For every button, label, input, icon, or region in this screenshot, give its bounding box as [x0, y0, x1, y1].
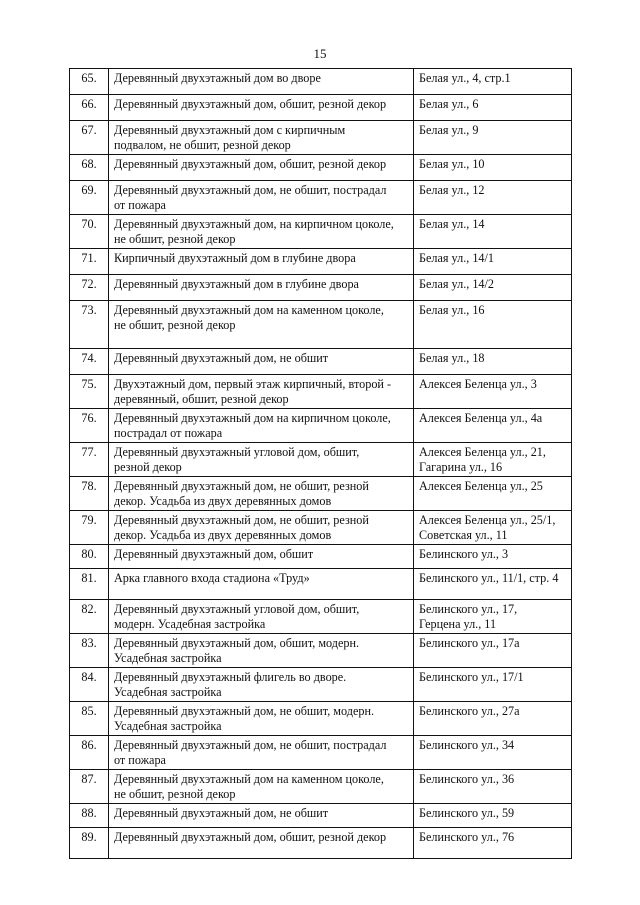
object-address	[414, 569, 572, 600]
address-line: Алексея Беленца ул., 3	[419, 377, 537, 391]
table-row	[70, 634, 572, 668]
table-row	[70, 736, 572, 770]
description-line: Усадебная застройка	[114, 685, 222, 699]
address-line: Алексея Беленца ул., 4а	[419, 411, 543, 425]
address-line: Белая ул., 14	[419, 217, 485, 231]
table-row	[70, 804, 572, 828]
object-address	[414, 477, 572, 511]
address-line: Белинского ул., 17а	[419, 636, 520, 650]
object-address	[414, 215, 572, 249]
description-line: Двухэтажный дом, первый этаж кирпичный, второй -	[114, 377, 392, 391]
table-row	[70, 349, 572, 375]
heritage-table	[69, 68, 572, 859]
description-line: Деревянный двухэтажный дом, не обшит, резной	[114, 513, 369, 527]
table-row	[70, 600, 572, 634]
object-description	[109, 511, 414, 545]
row-number: 85.	[70, 702, 109, 736]
row-number: 80.	[70, 545, 109, 569]
address-line: Алексея Беленца ул., 25	[419, 479, 543, 493]
address-line: Белая ул., 14/1	[419, 251, 494, 265]
object-address	[414, 600, 572, 634]
description-line: Деревянный двухэтажный дом, обшит	[114, 547, 314, 561]
description-line: не обшит, резной декор	[114, 787, 236, 801]
row-number: 86.	[70, 736, 109, 770]
description-line: пострадал от пожара	[114, 426, 223, 440]
object-address	[414, 95, 572, 121]
address-line: Белая ул., 14/2	[419, 277, 494, 291]
table-row	[70, 69, 572, 95]
description-line: Деревянный двухэтажный дом, не обшит	[114, 806, 329, 820]
row-number: 65.	[70, 69, 109, 95]
description-line: Деревянный двухэтажный дом в глубине двора	[114, 277, 359, 291]
table-row	[70, 702, 572, 736]
object-description	[109, 69, 414, 95]
table-row	[70, 95, 572, 121]
object-description	[109, 121, 414, 155]
object-address	[414, 155, 572, 181]
description-line: Деревянный двухэтажный дом, не обшит, резной	[114, 479, 369, 493]
row-number: 87.	[70, 770, 109, 804]
object-address	[414, 443, 572, 477]
description-line: резной декор	[114, 460, 182, 474]
object-description	[109, 668, 414, 702]
table-row	[70, 181, 572, 215]
object-description	[109, 249, 414, 275]
table-row	[70, 249, 572, 275]
description-line: Усадебная застройка	[114, 719, 222, 733]
object-address	[414, 770, 572, 804]
object-address	[414, 181, 572, 215]
row-number: 76.	[70, 409, 109, 443]
table-row	[70, 443, 572, 477]
object-address	[414, 668, 572, 702]
description-line: декор. Усадьба из двух деревянных домов	[114, 528, 332, 542]
address-line: Белинского ул., 3	[419, 547, 509, 561]
description-line: Деревянный двухэтажный дом, не обшит, модерн.	[114, 704, 375, 718]
row-number: 69.	[70, 181, 109, 215]
object-description	[109, 181, 414, 215]
address-line: Белинского ул., 17/1	[419, 670, 524, 684]
description-line: Деревянный двухэтажный дом на каменном цоколе,	[114, 772, 384, 786]
description-line: декор. Усадьба из двух деревянных домов	[114, 494, 332, 508]
object-address	[414, 409, 572, 443]
description-line: Кирпичный двухэтажный дом в глубине двора	[114, 251, 356, 265]
address-line: Белинского ул., 76	[419, 830, 515, 844]
description-line: подвалом, не обшит, резной декор	[114, 138, 291, 152]
description-line: модерн. Усадебная застройка	[114, 617, 266, 631]
address-line: Белинского ул., 59	[419, 806, 515, 820]
table-row	[70, 409, 572, 443]
description-line: Деревянный двухэтажный дом с кирпичным	[114, 123, 346, 137]
table-row	[70, 301, 572, 349]
object-description	[109, 215, 414, 249]
object-description	[109, 477, 414, 511]
description-line: от пожара	[114, 753, 166, 767]
object-address	[414, 702, 572, 736]
address-line: Гагарина ул., 16	[419, 460, 503, 474]
table-row	[70, 828, 572, 859]
description-line: Деревянный двухэтажный дом, обшит, резной декор	[114, 830, 387, 844]
description-line: не обшит, резной декор	[114, 318, 236, 332]
row-number: 81.	[70, 569, 109, 600]
object-address	[414, 736, 572, 770]
row-number: 68.	[70, 155, 109, 181]
address-line: Белая ул., 12	[419, 183, 485, 197]
description-line: Деревянный двухэтажный дом, обшит, резной декор	[114, 157, 387, 171]
table-row	[70, 770, 572, 804]
table-row	[70, 275, 572, 301]
description-line: Арка главного входа стадиона «Труд»	[114, 571, 310, 585]
address-line: Белая ул., 4, стр.1	[419, 71, 511, 85]
table-row	[70, 477, 572, 511]
address-line: Белая ул., 16	[419, 303, 485, 317]
row-number: 67.	[70, 121, 109, 155]
table-row	[70, 121, 572, 155]
object-description	[109, 804, 414, 828]
row-number: 83.	[70, 634, 109, 668]
row-number: 78.	[70, 477, 109, 511]
address-line: Белая ул., 10	[419, 157, 485, 171]
address-line: Белинского ул., 11/1, стр. 4	[419, 571, 559, 585]
object-address	[414, 828, 572, 859]
object-description	[109, 409, 414, 443]
row-number: 79.	[70, 511, 109, 545]
table-row	[70, 569, 572, 600]
row-number: 89.	[70, 828, 109, 859]
object-description	[109, 702, 414, 736]
table-row	[70, 511, 572, 545]
table-row	[70, 155, 572, 181]
table-body	[70, 69, 572, 859]
object-address	[414, 375, 572, 409]
address-line: Белинского ул., 17,	[419, 602, 518, 616]
object-address	[414, 511, 572, 545]
address-line: Белинского ул., 34	[419, 738, 515, 752]
row-number: 75.	[70, 375, 109, 409]
address-line: Алексея Беленца ул., 25/1,	[419, 513, 556, 527]
object-description	[109, 545, 414, 569]
description-line: Деревянный двухэтажный дом, на кирпичном цоколе,	[114, 217, 394, 231]
object-description	[109, 375, 414, 409]
object-address	[414, 804, 572, 828]
address-line: Советская ул., 11	[419, 528, 508, 542]
description-line: деревянный, обшит, резной декор	[114, 392, 289, 406]
description-line: от пожара	[114, 198, 166, 212]
description-line: Деревянный двухэтажный дом, не обшит, пострадал	[114, 738, 387, 752]
row-number: 71.	[70, 249, 109, 275]
address-line: Белинского ул., 27а	[419, 704, 520, 718]
description-line: Деревянный двухэтажный дом, не обшит	[114, 351, 329, 365]
address-line: Белинского ул., 36	[419, 772, 515, 786]
table-row	[70, 215, 572, 249]
object-address	[414, 249, 572, 275]
object-address	[414, 69, 572, 95]
object-description	[109, 828, 414, 859]
object-address	[414, 301, 572, 349]
address-line: Алексея Беленца ул., 21,	[419, 445, 546, 459]
description-line: Деревянный двухэтажный угловой дом, обшит,	[114, 445, 360, 459]
row-number: 72.	[70, 275, 109, 301]
table-row	[70, 545, 572, 569]
description-line: Деревянный двухэтажный флигель во дворе.	[114, 670, 347, 684]
page-number: 15	[313, 46, 327, 61]
address-line: Герцена ул., 11	[419, 617, 497, 631]
row-number: 74.	[70, 349, 109, 375]
table-row	[70, 668, 572, 702]
row-number: 88.	[70, 804, 109, 828]
object-description	[109, 770, 414, 804]
row-number: 82.	[70, 600, 109, 634]
description-line: не обшит, резной декор	[114, 232, 236, 246]
address-line: Белая ул., 18	[419, 351, 485, 365]
object-description	[109, 275, 414, 301]
description-line: Деревянный двухэтажный дом на кирпичном цоколе,	[114, 411, 391, 425]
description-line: Деревянный двухэтажный дом, обшит, резной декор	[114, 97, 387, 111]
object-description	[109, 634, 414, 668]
object-description	[109, 349, 414, 375]
object-address	[414, 275, 572, 301]
row-number: 70.	[70, 215, 109, 249]
object-description	[109, 736, 414, 770]
address-line: Белая ул., 9	[419, 123, 479, 137]
description-line: Деревянный двухэтажный дом во дворе	[114, 71, 321, 85]
description-line: Деревянный двухэтажный дом, обшит, модерн.	[114, 636, 360, 650]
object-description	[109, 155, 414, 181]
row-number: 84.	[70, 668, 109, 702]
object-description	[109, 443, 414, 477]
row-number: 66.	[70, 95, 109, 121]
row-number: 73.	[70, 301, 109, 349]
object-description	[109, 301, 414, 349]
row-number: 77.	[70, 443, 109, 477]
table-row	[70, 375, 572, 409]
description-line: Усадебная застройка	[114, 651, 222, 665]
description-line: Деревянный двухэтажный дом, не обшит, пострадал	[114, 183, 387, 197]
object-description	[109, 600, 414, 634]
description-line: Деревянный двухэтажный угловой дом, обшит,	[114, 602, 360, 616]
description-line: Деревянный двухэтажный дом на каменном цоколе,	[114, 303, 384, 317]
object-address	[414, 121, 572, 155]
object-address	[414, 634, 572, 668]
object-description	[109, 569, 414, 600]
object-address	[414, 349, 572, 375]
address-line: Белая ул., 6	[419, 97, 479, 111]
object-address	[414, 545, 572, 569]
object-description	[109, 95, 414, 121]
